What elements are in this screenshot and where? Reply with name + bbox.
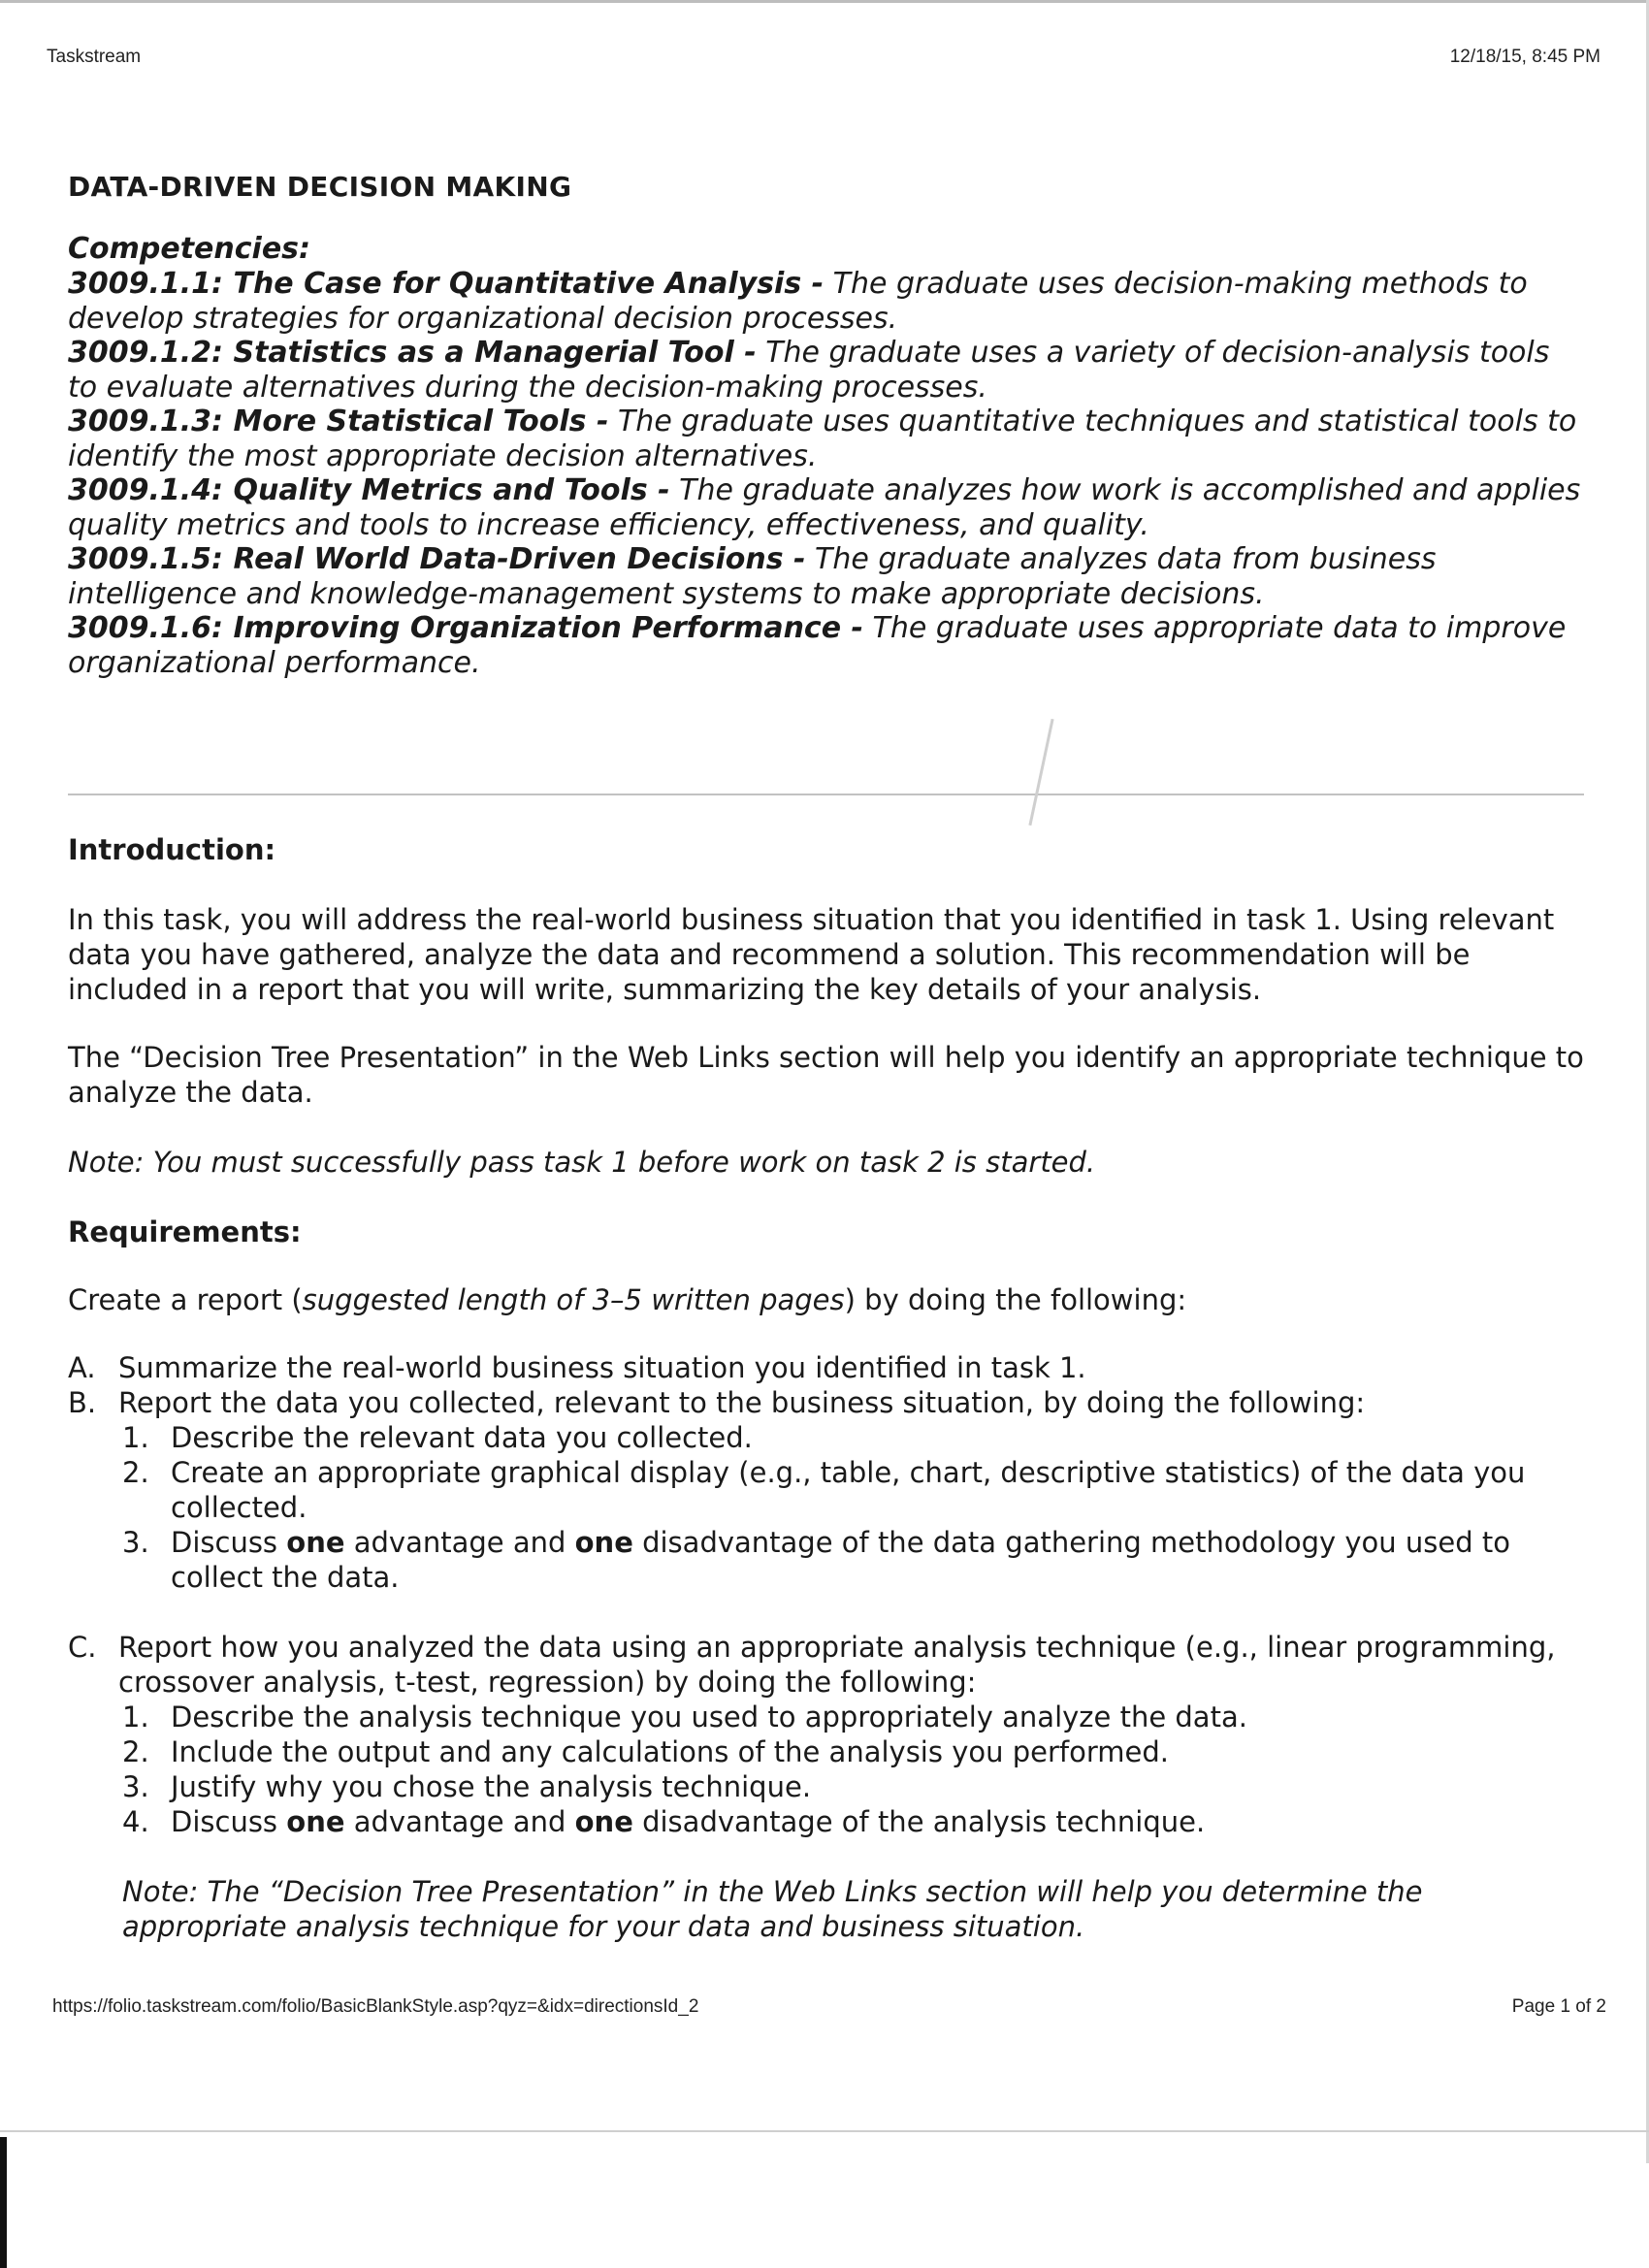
page-title: DATA-DRIVEN DECISION MAKING (68, 171, 572, 203)
introduction-note: Note: You must successfully pass task 1 before work on task 2 is started. (68, 1146, 1096, 1179)
competency-desc: The graduate uses decision-making methods to develop strategies for organizational decision processes. (68, 267, 1528, 336)
list-item: B. Report the data you collected, relevant to the business situation, by doing the following: (68, 1386, 1366, 1419)
competencies-heading: Competencies: (68, 232, 311, 266)
competencies-block (68, 171, 1581, 680)
pencil-mark (1028, 719, 1053, 826)
sub-list-item: 3. Justify why you chose the analysis technique. (122, 1770, 812, 1803)
requirements-heading: Requirements: (68, 1215, 302, 1248)
competency-code: 3009.1.6: Improving Organization Performance - (68, 611, 863, 645)
footer-url: https://folio.taskstream.com/folio/BasicBlankStyle.asp?qyz=&idx=directionsId_2 (52, 1996, 699, 2017)
section-divider (68, 794, 1584, 795)
competency-code: 3009.1.1: The Case for Quantitative Analysis - (68, 267, 824, 301)
sub-list-item: 2. Include the output and any calculations of the analysis you performed. (122, 1735, 1169, 1768)
scan-bar (0, 2137, 7, 2268)
competency-code: 3009.1.5: Real World Data-Driven Decisions - (68, 542, 806, 576)
page-number: Page 1 of 2 (1511, 1996, 1606, 2017)
analysis-note: Note: The “Decision Tree Presentation” in the Web Links section will help you determine the appropriate analysis technique for your data and business situation. (122, 1875, 1423, 1943)
requirements-list-ab (68, 1350, 1591, 1595)
list-item: C. Report how you analyzed the data using an appropriate analysis technique (e.g., linear programming, crossover analysis, t-test, regression) by doing the following: (68, 1631, 1556, 1699)
introduction-paragraph-1: In this task, you will address the real-world business situation that you identified in task 1. Using relevant data you have gathered, analyze the data and recommend a solution. This recommendation will be included in a report that you will write, summarizing the key details of your analysis. (68, 903, 1555, 1006)
list-item: A. Summarize the real-world business situation you identified in task 1. (68, 1351, 1086, 1384)
page-edge (0, 2130, 1649, 2132)
sub-list-item: 4. Discuss one advantage and one disadvantage of the analysis technique. (122, 1805, 1206, 1838)
introduction-heading: Introduction: (68, 833, 276, 866)
competency-item (68, 405, 1581, 473)
requirements-list-c (68, 1630, 1591, 1839)
requirements-lead: Create a report (suggested length of 3–5 written pages) by doing the following: (68, 1283, 1187, 1316)
competency-desc: The graduate uses appropriate data to improve organizational performance. (68, 611, 1567, 680)
competency-desc: The graduate analyzes data from business intelligence and knowledge-management systems to make appropriate decisions. (68, 542, 1437, 611)
scan-edge (0, 0, 1649, 3)
competency-code: 3009.1.2: Statistics as a Managerial Tool - (68, 336, 757, 370)
competency-code: 3009.1.4: Quality Metrics and Tools - (68, 473, 670, 507)
introduction-paragraph-2: The “Decision Tree Presentation” in the Web Links section will help you identify an appropriate technique to analyze the data. (68, 1041, 1584, 1109)
header-site-name: Taskstream (47, 47, 142, 67)
competency-desc: The graduate uses quantitative techniques and statistical tools to identify the most appropriate decision alternatives. (68, 405, 1577, 473)
competency-item (68, 336, 1581, 405)
competency-item (68, 611, 1581, 680)
sub-list-item: 2. Create an appropriate graphical display (e.g., table, chart, descriptive statistics) of the data you collected. (122, 1456, 1526, 1524)
sub-list-item: 3. Discuss one advantage and one disadvantage of the data gathering methodology you used to collect the data. (122, 1526, 1510, 1594)
competency-item (68, 267, 1581, 336)
competency-desc: The graduate analyzes how work is accomplished and applies quality metrics and tools to increase efficiency, effectiveness, and quality. (68, 473, 1581, 542)
sub-list-item: 1. Describe the relevant data you collected. (122, 1421, 753, 1454)
competency-code: 3009.1.3: More Statistical Tools - (68, 405, 609, 438)
header-datetime: 12/18/15, 8:45 PM (1449, 47, 1600, 67)
competency-item (68, 542, 1581, 611)
competency-item (68, 473, 1581, 542)
sub-list-item: 1. Describe the analysis technique you used to appropriately analyze the data. (122, 1701, 1247, 1733)
competency-desc: The graduate uses a variety of decision-analysis tools to evaluate alternatives during the decision-making processes. (68, 336, 1550, 405)
